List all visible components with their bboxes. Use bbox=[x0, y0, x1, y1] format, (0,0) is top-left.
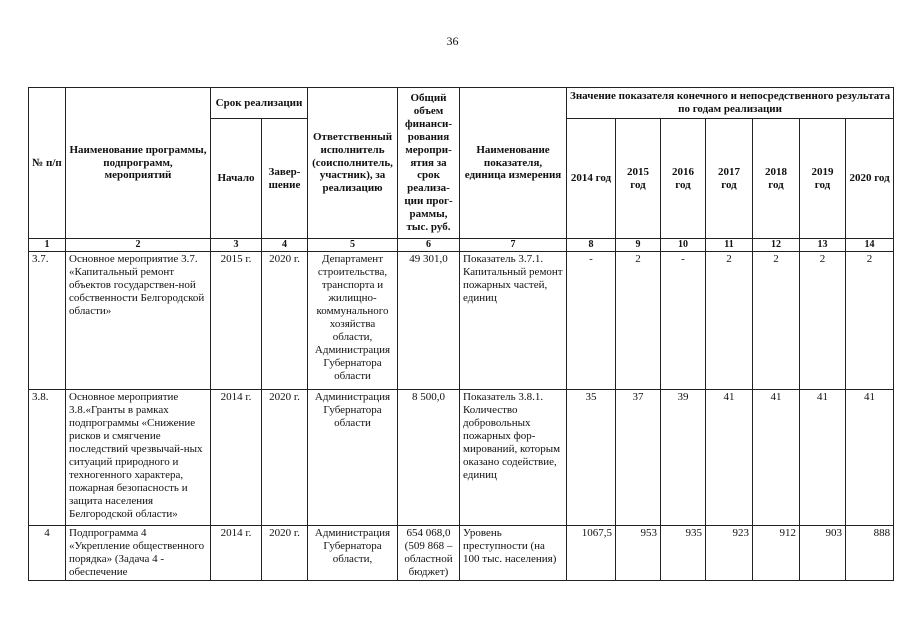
row-value-2018: 912 bbox=[753, 526, 800, 581]
row-value-2020: 888 bbox=[846, 526, 894, 581]
row-finance: 8 500,0 bbox=[398, 390, 460, 526]
row-indicator: Показатель 3.8.1. Количество добровольных пожарных фор-мирований, которым оказано содействие, единиц bbox=[460, 390, 567, 526]
column-number: 12 bbox=[753, 239, 800, 252]
row-value-2015: 2 bbox=[616, 252, 661, 390]
header-year-2015: 2015 год bbox=[616, 119, 661, 239]
row-start: 2014 г. bbox=[211, 526, 262, 581]
row-indicator: Показатель 3.7.1. Капитальный ремонт пожарных частей, единиц bbox=[460, 252, 567, 390]
row-num: 3.7. bbox=[29, 252, 66, 390]
header-year-2018: 2018 год bbox=[753, 119, 800, 239]
column-number: 9 bbox=[616, 239, 661, 252]
column-number: 7 bbox=[460, 239, 567, 252]
column-number: 3 bbox=[211, 239, 262, 252]
column-number: 11 bbox=[706, 239, 753, 252]
row-value-2019: 903 bbox=[800, 526, 846, 581]
column-number: 4 bbox=[262, 239, 308, 252]
row-end: 2020 г. bbox=[262, 390, 308, 526]
column-number: 5 bbox=[308, 239, 398, 252]
row-value-2014: 35 bbox=[567, 390, 616, 526]
row-value-2014: 1067,5 bbox=[567, 526, 616, 581]
row-value-2017: 923 bbox=[706, 526, 753, 581]
row-finance: 49 301,0 bbox=[398, 252, 460, 390]
row-value-2018: 41 bbox=[753, 390, 800, 526]
row-value-2017: 2 bbox=[706, 252, 753, 390]
row-name: Основное мероприятие 3.8.«Гранты в рамках подпрограммы «Снижение рисков и смягчение последствий чрезвычай-ных ситуаций природного и техногенного характера, пожарная безопасность и защита населения Белгородской области» bbox=[66, 390, 211, 526]
row-value-2020: 41 bbox=[846, 390, 894, 526]
column-number: 6 bbox=[398, 239, 460, 252]
row-value-2018: 2 bbox=[753, 252, 800, 390]
column-number-row bbox=[29, 239, 894, 252]
header-year-2019: 2019 год bbox=[800, 119, 846, 239]
column-number: 10 bbox=[661, 239, 706, 252]
header-period: Срок реализации bbox=[211, 88, 308, 119]
row-name: Подпрограмма 4 «Укрепление общественного порядка» (Задача 4 - обеспечение bbox=[66, 526, 211, 581]
table-row bbox=[29, 252, 894, 390]
row-value-2016: - bbox=[661, 252, 706, 390]
header-start: Начало bbox=[211, 119, 262, 239]
table-row bbox=[29, 526, 894, 581]
column-number: 1 bbox=[29, 239, 66, 252]
row-name: Основное мероприятие 3.7. «Капитальный ремонт объектов государствен-ной собственности Белгородской области» bbox=[66, 252, 211, 390]
row-value-2019: 2 bbox=[800, 252, 846, 390]
row-num: 4 bbox=[29, 526, 66, 581]
header-num: № п/п bbox=[29, 88, 66, 239]
page-number: 36 bbox=[446, 34, 459, 48]
header-name: Наименование программы, подпрограмм, мероприятий bbox=[66, 88, 211, 239]
header-year-2014: 2014 год bbox=[567, 119, 616, 239]
header-indicator: Наименование показателя, единица измерения bbox=[460, 88, 567, 239]
header-values: Значение показателя конечного и непосредственного результата по годам реализации bbox=[567, 88, 894, 119]
row-value-2015: 37 bbox=[616, 390, 661, 526]
row-value-2017: 41 bbox=[706, 390, 753, 526]
row-value-2015: 953 bbox=[616, 526, 661, 581]
header-end: Завер-шение bbox=[262, 119, 308, 239]
row-num: 3.8. bbox=[29, 390, 66, 526]
row-end: 2020 г. bbox=[262, 526, 308, 581]
table-row bbox=[29, 390, 894, 526]
column-number: 2 bbox=[66, 239, 211, 252]
row-start: 2014 г. bbox=[211, 390, 262, 526]
header-finance: Общий объем финанси-рования меропри-ятия за срок реализа-ции прог-раммы, тыс. руб. bbox=[398, 88, 460, 239]
row-value-2016: 935 bbox=[661, 526, 706, 581]
header-year-2020: 2020 год bbox=[846, 119, 894, 239]
header-year-2017: 2017 год bbox=[706, 119, 753, 239]
row-indicator: Уровень преступности (на 100 тыс. населения) bbox=[460, 526, 567, 581]
row-executor: Департамент строительства, транспорта и жилищно-коммунального хозяйства области, Администрация Губернатора области bbox=[308, 252, 398, 390]
header-executor: Ответственный исполнитель (соисполнитель, участник), за реализацию bbox=[308, 88, 398, 239]
column-number: 13 bbox=[800, 239, 846, 252]
column-number: 8 bbox=[567, 239, 616, 252]
row-start: 2015 г. bbox=[211, 252, 262, 390]
row-executor: Администрация Губернатора области bbox=[308, 390, 398, 526]
row-value-2019: 41 bbox=[800, 390, 846, 526]
row-end: 2020 г. bbox=[262, 252, 308, 390]
row-value-2014: - bbox=[567, 252, 616, 390]
row-value-2020: 2 bbox=[846, 252, 894, 390]
row-executor: Администрация Губернатора области, bbox=[308, 526, 398, 581]
row-finance: 654 068,0 (509 868 – областной бюджет) bbox=[398, 526, 460, 581]
column-number: 14 bbox=[846, 239, 894, 252]
program-table bbox=[28, 87, 894, 581]
row-value-2016: 39 bbox=[661, 390, 706, 526]
header-year-2016: 2016 год bbox=[661, 119, 706, 239]
header-row-top bbox=[29, 88, 894, 119]
